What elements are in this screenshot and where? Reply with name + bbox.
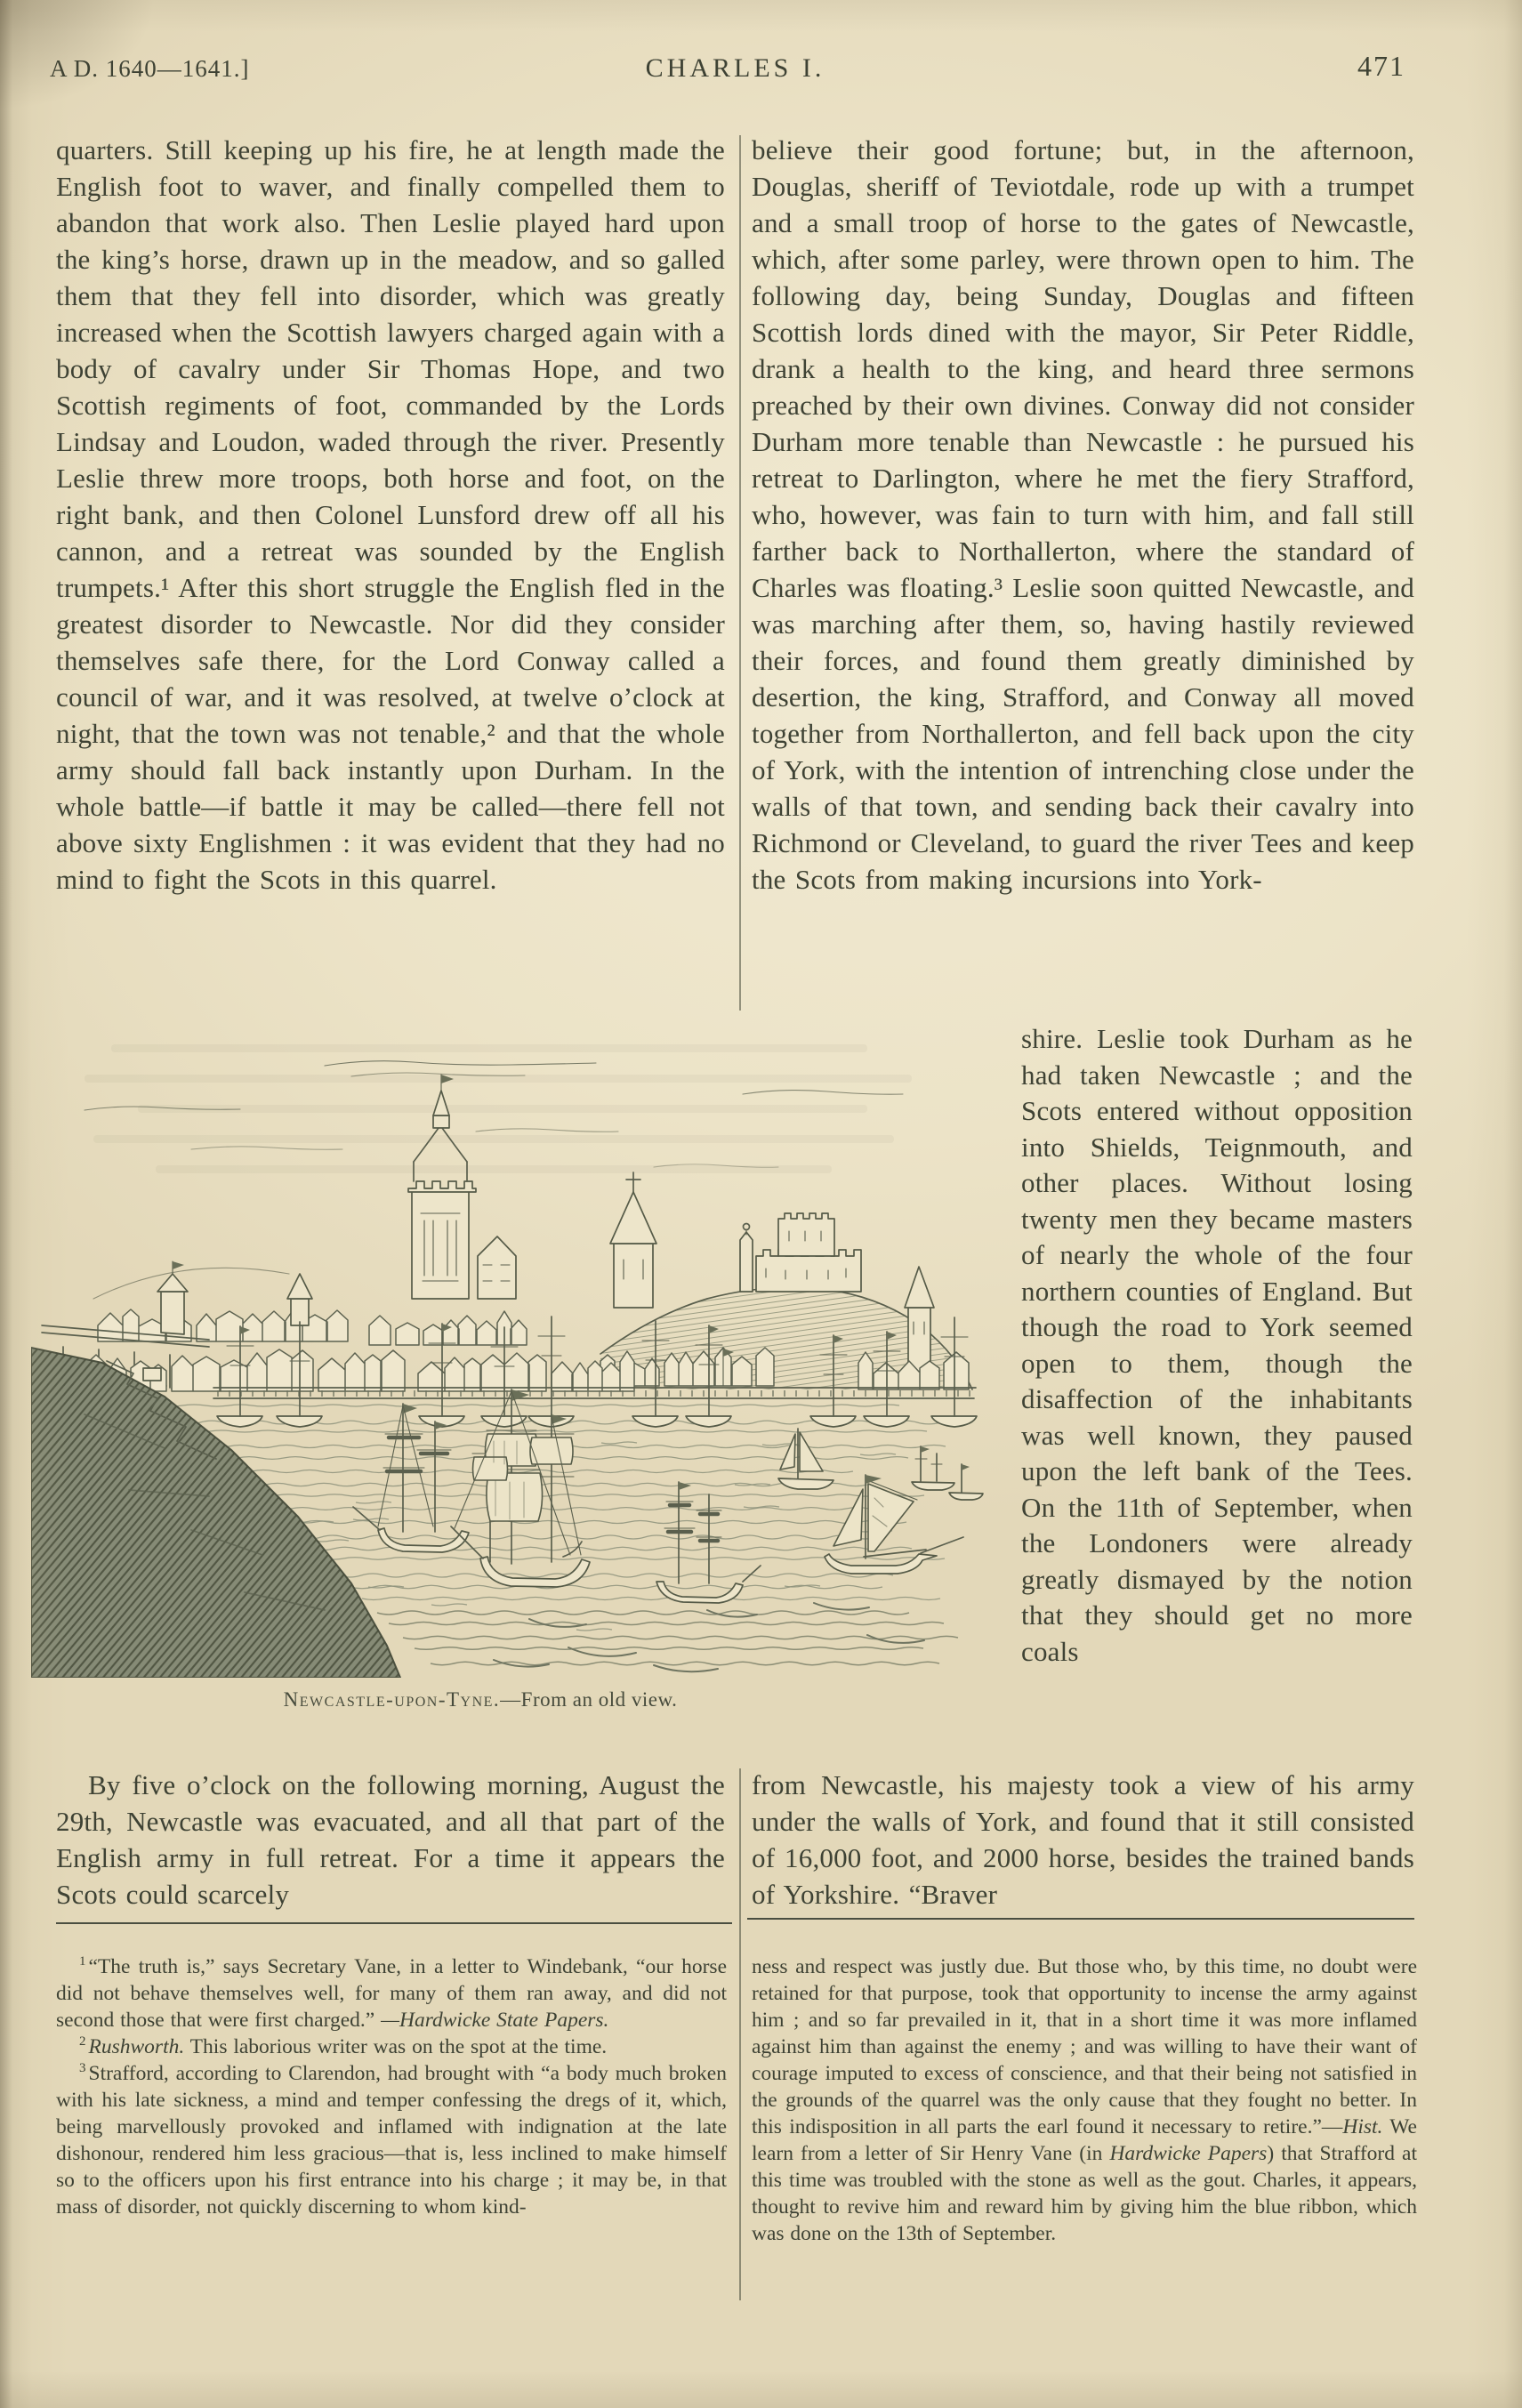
right-column-text-beside-figure [1021, 1021, 1413, 1670]
footnote-2-text: This laborious writer was on the spot at the time. [184, 2035, 608, 2058]
footnote-2-source: Rushworth. [88, 2035, 185, 2058]
left-church-spire [287, 1274, 312, 1325]
small-boats-right [912, 1446, 983, 1500]
footnote-rule-right [747, 1918, 1414, 1920]
figure-caption [31, 1688, 930, 1711]
show-through-ghost-text [85, 1044, 912, 1173]
footnote-3 [56, 2060, 727, 2220]
footnotes-right-column [752, 1953, 1417, 2247]
cross-church [610, 1172, 656, 1308]
figure-caption-suffix: —From an old view. [500, 1688, 678, 1711]
footnote-3-hist-ref: Hist. [1342, 2115, 1383, 2138]
footnote-3-cont-text: ness and respect was justly due. But those who, by this time, no doubt were retained for that purpose, took that opportunity to incense the army against him ; and so far prevailed in it, that in a short time it was more inflamed against him than against the enemy ; and was willing to have their want of courage imputed to excess of conscience, and that their being not satisfied in the grounds of the quarrel was the only cause that they fought no better. In this indisposition in all parts the earl found it necessary to retire.”— [752, 1955, 1417, 2138]
paragraph: from Newcastle, his majesty took a view of his army under the walls of York, and found that it still consisted of 16,000 foot, and 2000 horse, besides the trained bands of Yorkshire. “Braver [752, 1769, 1414, 1910]
footnote-1 [56, 1953, 727, 2034]
footnote-3-cont-text-3: ) that Strafford at this time was troubled with the stone as well as the gout. Charles, it appears, thought to revive him and reward him by giving him the blue ribbon, which was done on the 13th of September. [752, 2142, 1418, 2245]
footnote-3-cont-text-2: We learn from a letter of Sir Henry Vane (in [752, 2115, 1417, 2165]
footnote-2-marker: 2 [79, 2034, 86, 2050]
right-column-text [752, 132, 1414, 898]
castle [756, 1213, 861, 1292]
column-divider-rule-top [739, 135, 741, 1011]
paragraph: quarters. Still keeping up his fire, he at length made the English foot to waver, and finally compelled them to abandon that work also. Then Leslie played hard upon the king’s horse, drawn up in the meadow, and so galled them that they fell into disorder, which was greatly increased when the Scottish lawyers charged again with a body of cavalry under Sir Thomas Hope, and two Scottish regiments of foot, commanded by the Lords Lindsay and Loudon, waded through the river. Presently Leslie threw more troops, both horse and foot, on the right bank, and then Colonel Lunsford drew off all his cannon, and a retreat was sounded by the English trumpets.¹ After this short struggle the English fled in the greatest disorder to Newcastle. Nor did they consider themselves safe there, for the Lord Conway called a council of war, and it was resolved, at twelve o’clock at night, that the town was not tenable,² and that the whole army should fall back instantly upon Durham. In the whole battle—if battle it may be called—there fell not above sixty Englishmen : it was evident that they had no mind to fight the Scots in this quarrel. [56, 134, 725, 895]
paragraph: By five o’clock on the following morning, August the 29th, Newcastle was evacuated, and all that part of the English army in full retreat. For a time it appears the Scots could scarcely [56, 1769, 725, 1910]
running-head-title: CHARLES I. [645, 53, 825, 83]
foreground-cliff [31, 1348, 400, 1678]
footnote-3-marker: 3 [79, 2061, 86, 2076]
paragraph: shire. Leslie took Durham as he had taken Newcastle ; and the Scots entered without opposition into Shields, Teignmouth, and other places. Without losing twenty men they became masters of nearly the whole of the four northern counties of England. But though the road to York seemed open to them, though the disaffection of the inhabitants was well known, they paused upon the left bank of the Tees. On the 11th of September, when the Londoners were already greatly dismayed by the notion that they should get no more coals [1021, 1023, 1413, 1667]
left-column-text [56, 132, 725, 898]
footnote-1-source: —Hardwicke State Papers. [381, 2009, 609, 2032]
right-column-text-below-figure [752, 1767, 1414, 1913]
footnote-3-continuation [752, 1953, 1417, 2247]
left-column-text-below-figure [56, 1767, 725, 1913]
gabled-hall [478, 1236, 516, 1299]
paragraph: believe their good fortune; but, in the afternoon, Douglas, sheriff of Teviotdale, rode up with a trumpet and a small troop of horse to the gates of Newcastle, which, after some parley, were thrown open to him. The following day, being Sunday, Douglas and fifteen Scottish lords dined with the mayor, Sir Peter Riddle, drank a health to the king, and heard three sermons preached by their own divines. Conway did not consider Durham more tenable than Newcastle : he pursued his retreat to Darlington, where he met the fiery Strafford, who, however, was fain to turn with him, and fall still farther back to Northallerton, where the standard of Charles was floating.³ Leslie soon quitted Newcastle, and was marching after them, so, having hastily reviewed their forces, and found them greatly diminished by desertion, the king, Strafford, and Conway all moved together from Northallerton, and fell back upon the city of York, with the intention of intrenching close under the walls of that town, and sending back their cavalry into Richmond or Cleveland, to guard the river Tees and keep the Scots from making incursions into York- [752, 134, 1414, 895]
footnote-3-hardwicke-ref: Hardwicke Papers [1109, 2142, 1268, 2165]
running-head-date: A D. 1640—1641.] [50, 55, 250, 82]
column-divider-rule-bottom [739, 1768, 741, 2300]
footnote-1-text: “The truth is,” says Secretary Vane, in a letter to Windebank, “our horse did not behave themselves well, for many of them ran away, and did not second those that were first charged.” [56, 1955, 727, 2032]
footnote-1-marker: 1 [79, 1954, 86, 1969]
footnotes-left-column [56, 1953, 727, 2220]
footnote-rule-left [56, 1922, 732, 1924]
footnote-2 [56, 2034, 727, 2060]
figure-caption-title: Newcastle-upon-Tyne. [283, 1688, 501, 1711]
footnote-3-text: Strafford, according to Clarendon, had brought with “a body much broken with his late sickness, a mind and temper confessing the dregs of it, which, being marvellously provoked and inflamed with indignation at the late dishonour, rendered him less gracious—that is, less inclined to make himself so to the officers upon his first entrance into his charge ; it may be, in that mass of disorder, not quickly discerning to whom kind- [56, 2062, 727, 2219]
beacon-tower [740, 1224, 753, 1293]
newcastle-engraving [31, 1032, 992, 1678]
page-number: 471 [1357, 50, 1405, 82]
